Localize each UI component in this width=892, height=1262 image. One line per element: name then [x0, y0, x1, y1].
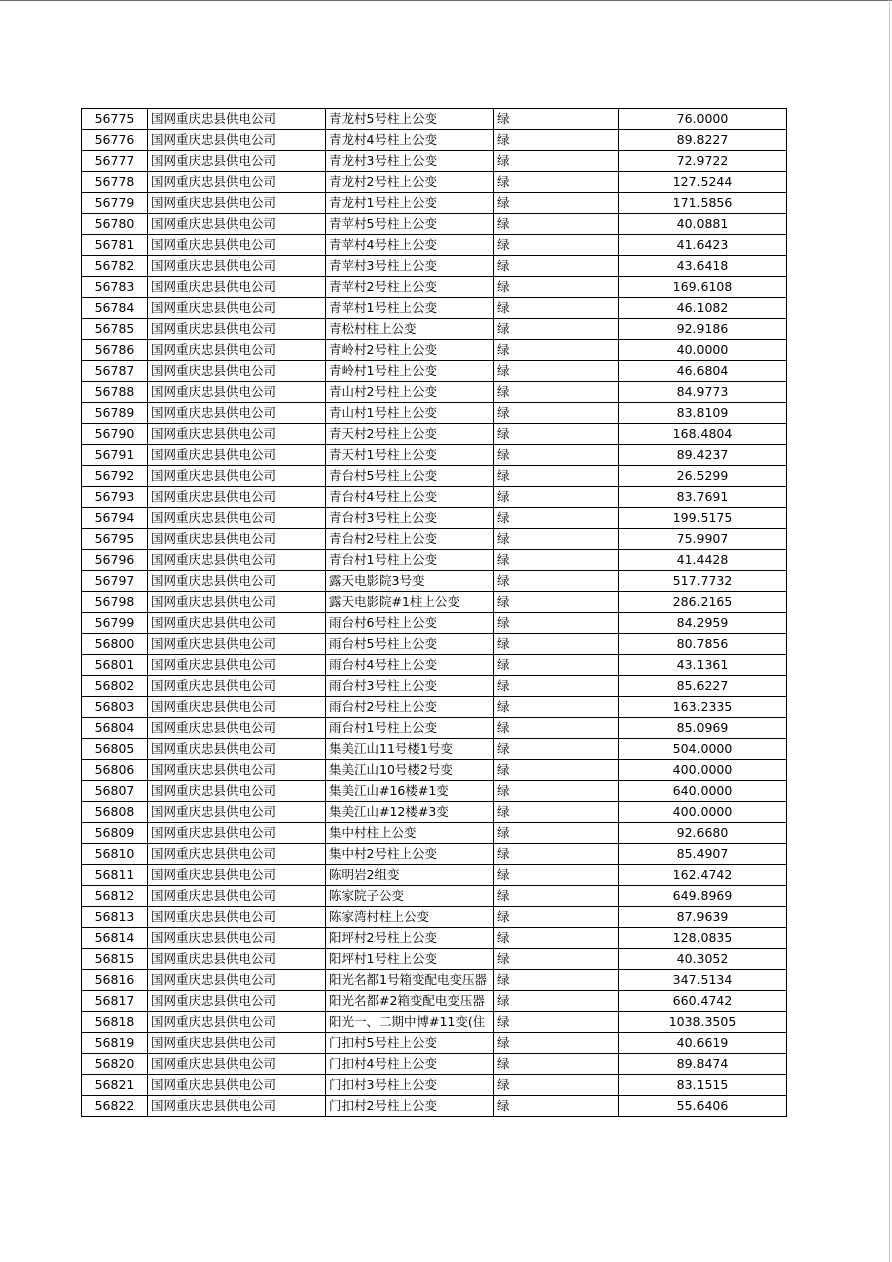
status-level-cell: 绿	[494, 529, 619, 550]
value-cell: 84.2959	[619, 613, 787, 634]
value-cell: 347.5134	[619, 970, 787, 991]
table-row	[82, 907, 787, 928]
row-id-cell: 56812	[82, 886, 148, 907]
table-row	[82, 781, 787, 802]
status-level-cell: 绿	[494, 130, 619, 151]
transformer-name-cell: 青台村1号柱上公变	[326, 550, 494, 571]
row-id-cell: 56784	[82, 298, 148, 319]
table-row	[82, 634, 787, 655]
row-id-cell: 56819	[82, 1033, 148, 1054]
company-cell: 国网重庆忠县供电公司	[148, 592, 326, 613]
table-row	[82, 235, 787, 256]
value-cell: 40.3052	[619, 949, 787, 970]
status-level-cell: 绿	[494, 676, 619, 697]
company-cell: 国网重庆忠县供电公司	[148, 718, 326, 739]
status-level-cell: 绿	[494, 403, 619, 424]
row-id-cell: 56783	[82, 277, 148, 298]
table-row	[82, 256, 787, 277]
company-cell: 国网重庆忠县供电公司	[148, 382, 326, 403]
status-level-cell: 绿	[494, 172, 619, 193]
company-cell: 国网重庆忠县供电公司	[148, 340, 326, 361]
value-cell: 169.6108	[619, 277, 787, 298]
value-cell: 83.7691	[619, 487, 787, 508]
status-level-cell: 绿	[494, 823, 619, 844]
row-id-cell: 56814	[82, 928, 148, 949]
row-id-cell: 56818	[82, 1012, 148, 1033]
company-cell: 国网重庆忠县供电公司	[148, 172, 326, 193]
status-level-cell: 绿	[494, 970, 619, 991]
transformer-name-cell: 青苹村1号柱上公变	[326, 298, 494, 319]
company-cell: 国网重庆忠县供电公司	[148, 886, 326, 907]
row-id-cell: 56775	[82, 109, 148, 130]
table-row	[82, 172, 787, 193]
table-row	[82, 382, 787, 403]
status-level-cell: 绿	[494, 1033, 619, 1054]
table-row	[82, 718, 787, 739]
transformer-name-cell: 雨台村1号柱上公变	[326, 718, 494, 739]
value-cell: 400.0000	[619, 760, 787, 781]
value-cell: 89.8474	[619, 1054, 787, 1075]
transformer-name-cell: 门扣村3号柱上公变	[326, 1075, 494, 1096]
company-cell: 国网重庆忠县供电公司	[148, 991, 326, 1012]
row-id-cell: 56804	[82, 718, 148, 739]
company-cell: 国网重庆忠县供电公司	[148, 739, 326, 760]
company-cell: 国网重庆忠县供电公司	[148, 781, 326, 802]
transformer-name-cell: 集美江山#16楼#1变	[326, 781, 494, 802]
table-row	[82, 739, 787, 760]
row-id-cell: 56807	[82, 781, 148, 802]
company-cell: 国网重庆忠县供电公司	[148, 277, 326, 298]
table-row	[82, 277, 787, 298]
table-row	[82, 319, 787, 340]
row-id-cell: 56813	[82, 907, 148, 928]
table-row	[82, 571, 787, 592]
company-cell: 国网重庆忠县供电公司	[148, 298, 326, 319]
status-level-cell: 绿	[494, 1096, 619, 1117]
value-cell: 41.4428	[619, 550, 787, 571]
value-cell: 199.5175	[619, 508, 787, 529]
transformer-name-cell: 雨台村5号柱上公变	[326, 634, 494, 655]
row-id-cell: 56797	[82, 571, 148, 592]
transformer-name-cell: 门扣村5号柱上公变	[326, 1033, 494, 1054]
transformer-name-cell: 集美江山11号楼1号变	[326, 739, 494, 760]
company-cell: 国网重庆忠县供电公司	[148, 676, 326, 697]
status-level-cell: 绿	[494, 424, 619, 445]
table-row	[82, 886, 787, 907]
table-row	[82, 949, 787, 970]
status-level-cell: 绿	[494, 760, 619, 781]
transformer-name-cell: 门扣村4号柱上公变	[326, 1054, 494, 1075]
row-id-cell: 56799	[82, 613, 148, 634]
table-row	[82, 865, 787, 886]
table-row	[82, 697, 787, 718]
value-cell: 168.4804	[619, 424, 787, 445]
status-level-cell: 绿	[494, 1075, 619, 1096]
row-id-cell: 56803	[82, 697, 148, 718]
row-id-cell: 56802	[82, 676, 148, 697]
row-id-cell: 56811	[82, 865, 148, 886]
value-cell: 400.0000	[619, 802, 787, 823]
transformer-name-cell: 青龙村2号柱上公变	[326, 172, 494, 193]
row-id-cell: 56796	[82, 550, 148, 571]
row-id-cell: 56800	[82, 634, 148, 655]
company-cell: 国网重庆忠县供电公司	[148, 256, 326, 277]
transformer-name-cell: 青龙村5号柱上公变	[326, 109, 494, 130]
status-level-cell: 绿	[494, 298, 619, 319]
transformer-name-cell: 雨台村3号柱上公变	[326, 676, 494, 697]
transformer-data-table	[81, 108, 787, 1117]
value-cell: 76.0000	[619, 109, 787, 130]
value-cell: 286.2165	[619, 592, 787, 613]
row-id-cell: 56822	[82, 1096, 148, 1117]
value-cell: 1038.3505	[619, 1012, 787, 1033]
status-level-cell: 绿	[494, 991, 619, 1012]
value-cell: 85.6227	[619, 676, 787, 697]
transformer-name-cell: 青苹村2号柱上公变	[326, 277, 494, 298]
value-cell: 46.6804	[619, 361, 787, 382]
transformer-name-cell: 青台村4号柱上公变	[326, 487, 494, 508]
status-level-cell: 绿	[494, 739, 619, 760]
row-id-cell: 56777	[82, 151, 148, 172]
transformer-name-cell: 青岭村2号柱上公变	[326, 340, 494, 361]
transformer-name-cell: 露天电影院3号变	[326, 571, 494, 592]
value-cell: 41.6423	[619, 235, 787, 256]
row-id-cell: 56780	[82, 214, 148, 235]
status-level-cell: 绿	[494, 718, 619, 739]
status-level-cell: 绿	[494, 781, 619, 802]
transformer-name-cell: 阳光名都#2箱变配电变压器	[326, 991, 494, 1012]
company-cell: 国网重庆忠县供电公司	[148, 571, 326, 592]
table-row	[82, 487, 787, 508]
row-id-cell: 56787	[82, 361, 148, 382]
value-cell: 40.0000	[619, 340, 787, 361]
company-cell: 国网重庆忠县供电公司	[148, 193, 326, 214]
company-cell: 国网重庆忠县供电公司	[148, 1096, 326, 1117]
value-cell: 55.6406	[619, 1096, 787, 1117]
value-cell: 46.1082	[619, 298, 787, 319]
value-cell: 649.8969	[619, 886, 787, 907]
value-cell: 517.7732	[619, 571, 787, 592]
row-id-cell: 56805	[82, 739, 148, 760]
row-id-cell: 56794	[82, 508, 148, 529]
company-cell: 国网重庆忠县供电公司	[148, 970, 326, 991]
value-cell: 128.0835	[619, 928, 787, 949]
transformer-name-cell: 集美江山10号楼2号变	[326, 760, 494, 781]
status-level-cell: 绿	[494, 886, 619, 907]
table-row	[82, 991, 787, 1012]
transformer-name-cell: 青台村3号柱上公变	[326, 508, 494, 529]
value-cell: 83.8109	[619, 403, 787, 424]
status-level-cell: 绿	[494, 1054, 619, 1075]
row-id-cell: 56817	[82, 991, 148, 1012]
table-row	[82, 130, 787, 151]
transformer-name-cell: 青苹村5号柱上公变	[326, 214, 494, 235]
value-cell: 40.6619	[619, 1033, 787, 1054]
status-level-cell: 绿	[494, 382, 619, 403]
table-row	[82, 193, 787, 214]
company-cell: 国网重庆忠县供电公司	[148, 1054, 326, 1075]
status-level-cell: 绿	[494, 844, 619, 865]
status-level-cell: 绿	[494, 361, 619, 382]
status-level-cell: 绿	[494, 550, 619, 571]
company-cell: 国网重庆忠县供电公司	[148, 550, 326, 571]
page-top-border	[0, 0, 892, 1]
transformer-name-cell: 青松村柱上公变	[326, 319, 494, 340]
company-cell: 国网重庆忠县供电公司	[148, 529, 326, 550]
table-row	[82, 1096, 787, 1117]
transformer-name-cell: 陈明岩2组变	[326, 865, 494, 886]
value-cell: 43.1361	[619, 655, 787, 676]
value-cell: 72.9722	[619, 151, 787, 172]
row-id-cell: 56785	[82, 319, 148, 340]
value-cell: 171.5856	[619, 193, 787, 214]
value-cell: 504.0000	[619, 739, 787, 760]
row-id-cell: 56786	[82, 340, 148, 361]
status-level-cell: 绿	[494, 235, 619, 256]
table-row	[82, 592, 787, 613]
company-cell: 国网重庆忠县供电公司	[148, 634, 326, 655]
table-row	[82, 655, 787, 676]
transformer-name-cell: 青龙村3号柱上公变	[326, 151, 494, 172]
value-cell: 162.4742	[619, 865, 787, 886]
status-level-cell: 绿	[494, 802, 619, 823]
transformer-name-cell: 阳光一、二期中博#11变(住	[326, 1012, 494, 1033]
company-cell: 国网重庆忠县供电公司	[148, 403, 326, 424]
transformer-name-cell: 青岭村1号柱上公变	[326, 361, 494, 382]
table-row	[82, 928, 787, 949]
status-level-cell: 绿	[494, 928, 619, 949]
row-id-cell: 56820	[82, 1054, 148, 1075]
company-cell: 国网重庆忠县供电公司	[148, 1012, 326, 1033]
table-row	[82, 844, 787, 865]
value-cell: 80.7856	[619, 634, 787, 655]
status-level-cell: 绿	[494, 277, 619, 298]
company-cell: 国网重庆忠县供电公司	[148, 235, 326, 256]
status-level-cell: 绿	[494, 697, 619, 718]
value-cell: 127.5244	[619, 172, 787, 193]
transformer-name-cell: 青苹村4号柱上公变	[326, 235, 494, 256]
value-cell: 26.5299	[619, 466, 787, 487]
company-cell: 国网重庆忠县供电公司	[148, 508, 326, 529]
row-id-cell: 56789	[82, 403, 148, 424]
transformer-name-cell: 青台村5号柱上公变	[326, 466, 494, 487]
transformer-name-cell: 门扣村2号柱上公变	[326, 1096, 494, 1117]
status-level-cell: 绿	[494, 151, 619, 172]
status-level-cell: 绿	[494, 949, 619, 970]
company-cell: 国网重庆忠县供电公司	[148, 613, 326, 634]
status-level-cell: 绿	[494, 571, 619, 592]
transformer-name-cell: 陈家湾村柱上公变	[326, 907, 494, 928]
company-cell: 国网重庆忠县供电公司	[148, 109, 326, 130]
row-id-cell: 56790	[82, 424, 148, 445]
transformer-name-cell: 青天村1号柱上公变	[326, 445, 494, 466]
value-cell: 85.4907	[619, 844, 787, 865]
row-id-cell: 56788	[82, 382, 148, 403]
company-cell: 国网重庆忠县供电公司	[148, 487, 326, 508]
company-cell: 国网重庆忠县供电公司	[148, 928, 326, 949]
value-cell: 163.2335	[619, 697, 787, 718]
row-id-cell: 56778	[82, 172, 148, 193]
transformer-name-cell: 青山村1号柱上公变	[326, 403, 494, 424]
company-cell: 国网重庆忠县供电公司	[148, 949, 326, 970]
row-id-cell: 56821	[82, 1075, 148, 1096]
value-cell: 87.9639	[619, 907, 787, 928]
row-id-cell: 56816	[82, 970, 148, 991]
table-row	[82, 109, 787, 130]
status-level-cell: 绿	[494, 634, 619, 655]
transformer-name-cell: 雨台村6号柱上公变	[326, 613, 494, 634]
company-cell: 国网重庆忠县供电公司	[148, 760, 326, 781]
table-row	[82, 802, 787, 823]
status-level-cell: 绿	[494, 445, 619, 466]
company-cell: 国网重庆忠县供电公司	[148, 151, 326, 172]
table-row	[82, 970, 787, 991]
value-cell: 43.6418	[619, 256, 787, 277]
transformer-name-cell: 青苹村3号柱上公变	[326, 256, 494, 277]
row-id-cell: 56776	[82, 130, 148, 151]
table-row	[82, 445, 787, 466]
transformer-name-cell: 青台村2号柱上公变	[326, 529, 494, 550]
company-cell: 国网重庆忠县供电公司	[148, 802, 326, 823]
company-cell: 国网重庆忠县供电公司	[148, 319, 326, 340]
table-row	[82, 298, 787, 319]
transformer-name-cell: 集美江山#12楼#3变	[326, 802, 494, 823]
company-cell: 国网重庆忠县供电公司	[148, 907, 326, 928]
table-row	[82, 760, 787, 781]
status-level-cell: 绿	[494, 256, 619, 277]
status-level-cell: 绿	[494, 214, 619, 235]
row-id-cell: 56793	[82, 487, 148, 508]
row-id-cell: 56791	[82, 445, 148, 466]
table-row	[82, 550, 787, 571]
company-cell: 国网重庆忠县供电公司	[148, 1033, 326, 1054]
company-cell: 国网重庆忠县供电公司	[148, 361, 326, 382]
value-cell: 40.0881	[619, 214, 787, 235]
status-level-cell: 绿	[494, 340, 619, 361]
table-row	[82, 508, 787, 529]
transformer-name-cell: 阳坪村2号柱上公变	[326, 928, 494, 949]
company-cell: 国网重庆忠县供电公司	[148, 697, 326, 718]
value-cell: 84.9773	[619, 382, 787, 403]
company-cell: 国网重庆忠县供电公司	[148, 1075, 326, 1096]
table-row	[82, 823, 787, 844]
company-cell: 国网重庆忠县供电公司	[148, 655, 326, 676]
table-row	[82, 676, 787, 697]
transformer-name-cell: 青山村2号柱上公变	[326, 382, 494, 403]
company-cell: 国网重庆忠县供电公司	[148, 214, 326, 235]
table-row	[82, 1033, 787, 1054]
company-cell: 国网重庆忠县供电公司	[148, 865, 326, 886]
status-level-cell: 绿	[494, 907, 619, 928]
status-level-cell: 绿	[494, 109, 619, 130]
row-id-cell: 56809	[82, 823, 148, 844]
transformer-name-cell: 露天电影院#1柱上公变	[326, 592, 494, 613]
row-id-cell: 56779	[82, 193, 148, 214]
row-id-cell: 56815	[82, 949, 148, 970]
company-cell: 国网重庆忠县供电公司	[148, 466, 326, 487]
value-cell: 92.9186	[619, 319, 787, 340]
row-id-cell: 56798	[82, 592, 148, 613]
page-right-border	[889, 0, 890, 1262]
transformer-name-cell: 雨台村2号柱上公变	[326, 697, 494, 718]
transformer-name-cell: 集中村2号柱上公变	[326, 844, 494, 865]
table-row	[82, 151, 787, 172]
transformer-name-cell: 青天村2号柱上公变	[326, 424, 494, 445]
row-id-cell: 56781	[82, 235, 148, 256]
transformer-name-cell: 青龙村4号柱上公变	[326, 130, 494, 151]
transformer-name-cell: 雨台村4号柱上公变	[326, 655, 494, 676]
transformer-name-cell: 陈家院子公变	[326, 886, 494, 907]
table-row	[82, 1054, 787, 1075]
status-level-cell: 绿	[494, 508, 619, 529]
table-row	[82, 1012, 787, 1033]
company-cell: 国网重庆忠县供电公司	[148, 823, 326, 844]
status-level-cell: 绿	[494, 487, 619, 508]
status-level-cell: 绿	[494, 466, 619, 487]
row-id-cell: 56808	[82, 802, 148, 823]
table-row	[82, 403, 787, 424]
status-level-cell: 绿	[494, 592, 619, 613]
value-cell: 89.8227	[619, 130, 787, 151]
transformer-name-cell: 阳光名都1号箱变配电变压器	[326, 970, 494, 991]
value-cell: 640.0000	[619, 781, 787, 802]
company-cell: 国网重庆忠县供电公司	[148, 445, 326, 466]
table-row	[82, 529, 787, 550]
company-cell: 国网重庆忠县供电公司	[148, 130, 326, 151]
value-cell: 85.0969	[619, 718, 787, 739]
row-id-cell: 56795	[82, 529, 148, 550]
company-cell: 国网重庆忠县供电公司	[148, 844, 326, 865]
table-row	[82, 340, 787, 361]
table-row	[82, 361, 787, 382]
status-level-cell: 绿	[494, 613, 619, 634]
status-level-cell: 绿	[494, 319, 619, 340]
table-row	[82, 613, 787, 634]
row-id-cell: 56782	[82, 256, 148, 277]
row-id-cell: 56810	[82, 844, 148, 865]
transformer-name-cell: 阳坪村1号柱上公变	[326, 949, 494, 970]
status-level-cell: 绿	[494, 193, 619, 214]
value-cell: 89.4237	[619, 445, 787, 466]
status-level-cell: 绿	[494, 655, 619, 676]
table-body	[82, 109, 787, 1117]
row-id-cell: 56806	[82, 760, 148, 781]
table-row	[82, 424, 787, 445]
value-cell: 92.6680	[619, 823, 787, 844]
table-row	[82, 466, 787, 487]
transformer-name-cell: 集中村柱上公变	[326, 823, 494, 844]
status-level-cell: 绿	[494, 1012, 619, 1033]
transformer-name-cell: 青龙村1号柱上公变	[326, 193, 494, 214]
table-row	[82, 214, 787, 235]
value-cell: 660.4742	[619, 991, 787, 1012]
value-cell: 83.1515	[619, 1075, 787, 1096]
value-cell: 75.9907	[619, 529, 787, 550]
company-cell: 国网重庆忠县供电公司	[148, 424, 326, 445]
status-level-cell: 绿	[494, 865, 619, 886]
row-id-cell: 56801	[82, 655, 148, 676]
row-id-cell: 56792	[82, 466, 148, 487]
table-row	[82, 1075, 787, 1096]
